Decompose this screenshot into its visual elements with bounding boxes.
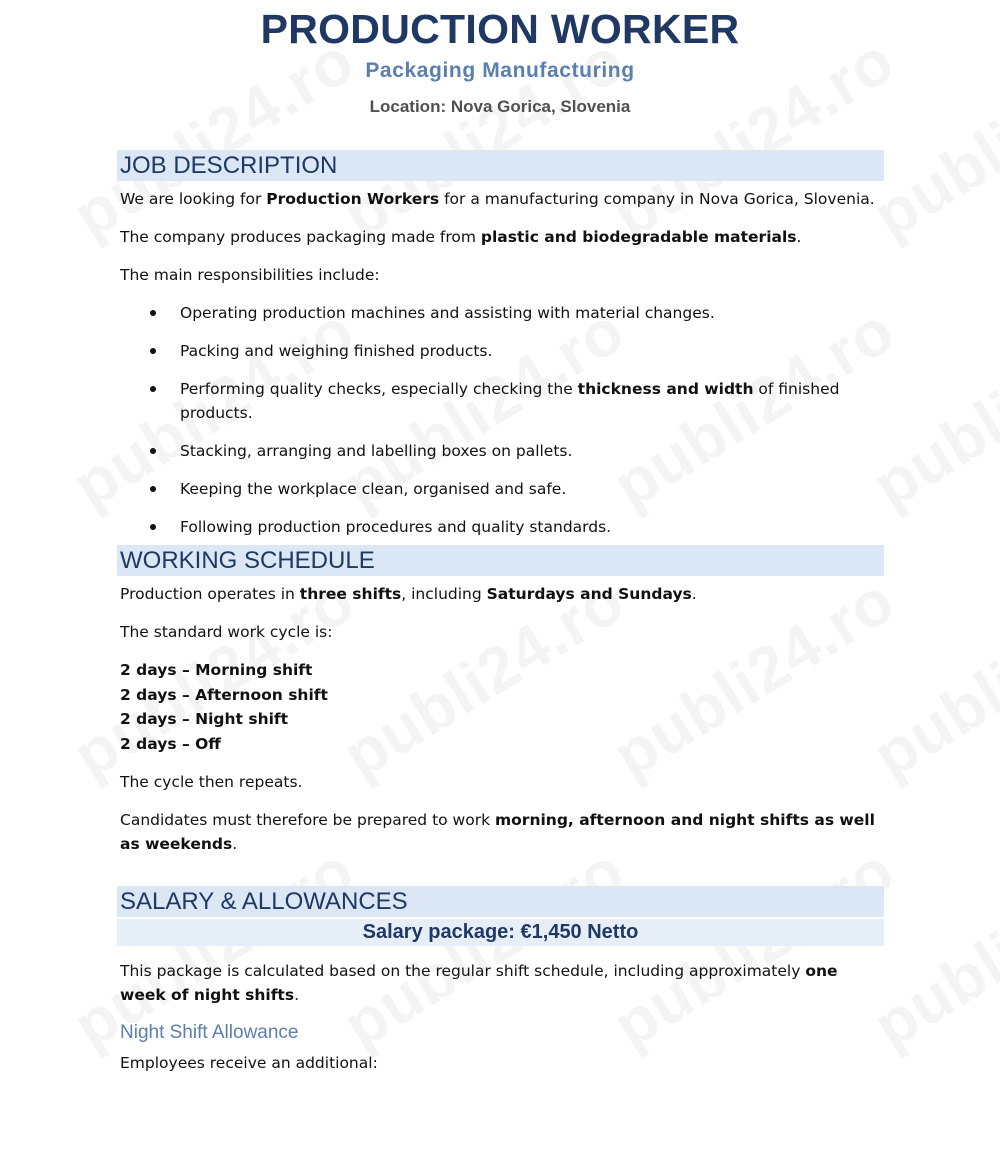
- list-item-text: of finished products.: [180, 380, 840, 422]
- list-item-text: Stacking, arranging and labelling boxes on pallets.: [180, 442, 573, 460]
- document-header: [0, 0, 1000, 118]
- list-item: [117, 439, 884, 463]
- list-item: [117, 477, 884, 501]
- document-title: PRODUCTION WORKER: [260, 6, 740, 52]
- text-run: .: [232, 835, 238, 853]
- shift-line: 2 days – Morning shift: [120, 661, 313, 679]
- bullet-icon: [150, 348, 156, 354]
- list-item: [117, 301, 884, 325]
- paragraph: The main responsibilities include:: [120, 266, 380, 284]
- bold-text: Saturdays and Sundays: [486, 585, 692, 603]
- location-line: Location: Nova Gorica, Slovenia: [369, 97, 631, 116]
- bold-text: morning, afternoon and night shifts as well as weekends: [120, 811, 875, 853]
- responsibilities-list: [117, 301, 884, 539]
- paragraph: The cycle then repeats.: [120, 773, 303, 791]
- bullet-icon: [150, 448, 156, 454]
- text-run: Candidates must therefore be prepared to work: [120, 811, 495, 829]
- bold-text: thickness and width: [577, 380, 754, 398]
- text-run: The company produces packaging made from: [120, 228, 481, 246]
- shift-line: 2 days – Night shift: [120, 710, 289, 728]
- bullet-icon: [150, 310, 156, 316]
- list-item: [117, 377, 884, 425]
- list-item: [117, 339, 884, 363]
- shift-line: 2 days – Off: [120, 734, 221, 753]
- paragraph: The standard work cycle is:: [120, 623, 333, 641]
- bold-text: one week of night shifts: [120, 962, 838, 1004]
- text-run: This package is calculated based on the regular shift schedule, including approximately: [120, 962, 806, 980]
- bold-text: plastic and biodegradable materials: [480, 228, 797, 246]
- list-item-text: Packing and weighing finished products.: [180, 342, 493, 360]
- bullet-icon: [150, 386, 156, 392]
- text-run: , including: [401, 585, 487, 603]
- section-heading-job-description: JOB DESCRIPTION: [117, 150, 884, 181]
- salary-section: [117, 886, 884, 1075]
- list-item-text: Performing quality checks, especially checking the: [180, 380, 578, 398]
- bold-text: three shifts: [299, 585, 402, 603]
- document-subtitle: Packaging Manufacturing: [365, 59, 635, 82]
- text-run: Production operates in: [120, 585, 300, 603]
- text-run: We are looking for: [120, 190, 267, 208]
- section-heading-working-schedule: WORKING SCHEDULE: [117, 545, 884, 576]
- shift-line: 2 days – Afternoon shift: [120, 685, 328, 704]
- paragraph: [117, 225, 884, 249]
- salary-package-banner: Salary package: €1,450 Netto: [117, 917, 884, 946]
- text-run: .: [691, 585, 697, 603]
- bullet-icon: [150, 486, 156, 492]
- paragraph: [117, 187, 884, 211]
- shift-cycle-list: [117, 658, 884, 756]
- bullet-icon: [150, 524, 156, 530]
- working-schedule-section: [117, 545, 884, 856]
- job-description-section: [117, 150, 884, 539]
- list-item: [117, 515, 884, 539]
- text-run: .: [796, 228, 802, 246]
- text-run: .: [294, 986, 300, 1004]
- night-shift-allowance-heading: Night Shift Allowance: [120, 1022, 299, 1043]
- paragraph: [117, 582, 884, 606]
- text-run: for a manufacturing company in Nova Gorica, Slovenia.: [439, 190, 875, 208]
- section-heading-salary: SALARY & ALLOWANCES: [117, 886, 884, 917]
- list-item-text: Operating production machines and assisting with material changes.: [180, 304, 715, 322]
- bold-text: Production Workers: [266, 190, 440, 208]
- paragraph: [117, 808, 884, 856]
- paragraph: [117, 959, 884, 1007]
- list-item-text: Keeping the workplace clean, organised and safe.: [180, 480, 567, 498]
- paragraph: Employees receive an additional:: [120, 1054, 378, 1072]
- list-item-text: Following production procedures and quality standards.: [180, 518, 612, 536]
